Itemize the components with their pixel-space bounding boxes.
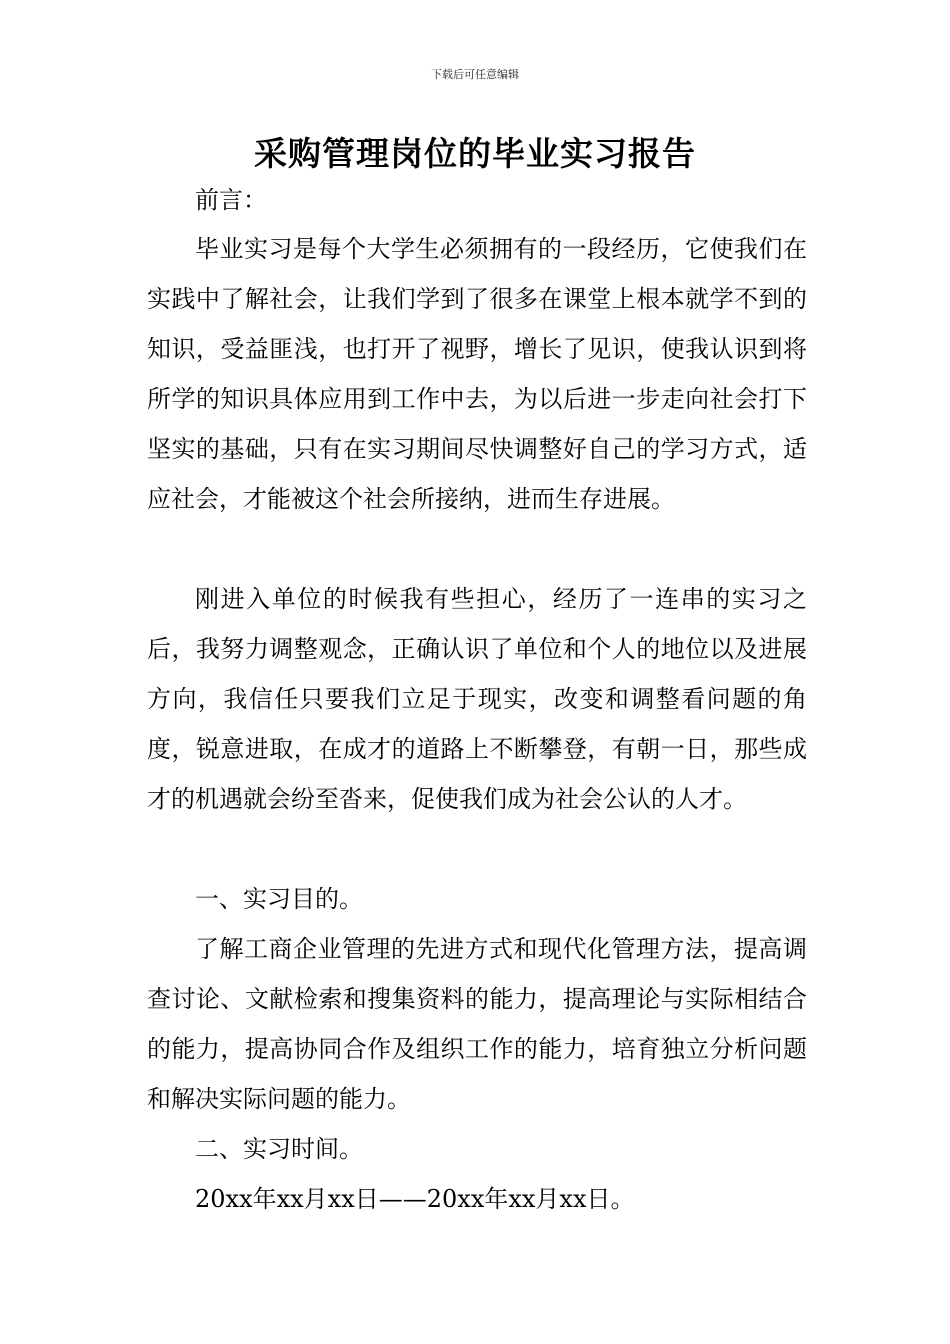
section2-text: 20xx年xx月xx日——20xx年xx月xx日。 (195, 1185, 635, 1213)
document-title: 采购管理岗位的毕业实习报告 (254, 134, 696, 173)
preface-paragraph-1 (147, 224, 807, 524)
section1-paragraph (147, 924, 807, 1124)
preface-paragraph-2 (147, 574, 807, 824)
preface-label: 前言： (195, 186, 267, 214)
section1-heading-block (147, 874, 807, 924)
paragraph-text: 了解工商企业管理的先进方式和现代化管理方法，提高调查讨论、文献检索和搜集资料的能力，提高理论与实际相结合的能力，提高协同合作及组织工作的能力，培育独立分析问题和解决实际问题的能力。 (147, 935, 807, 1113)
preface-label-block (147, 175, 807, 225)
section2-paragraph (147, 1174, 807, 1224)
paragraph-text: 刚进入单位的时候我有些担心，经历了一连串的实习之后，我努力调整观念，正确认识了单位和个人的地位以及进展方向，我信任只要我们立足于现实，改变和调整看问题的角度，锐意进取，在成才的道路上不断攀登，有朝一日，那些成才的机遇就会纷至沓来，促使我们成为社会公认的人才。 (147, 585, 807, 813)
section2-heading-block (147, 1124, 807, 1174)
header-note: 下载后可任意编辑 (431, 68, 519, 81)
section1-heading: 一、实习目的。 (195, 885, 363, 913)
section2-heading: 二、实习时间。 (195, 1135, 363, 1163)
paragraph-text: 毕业实习是每个大学生必须拥有的一段经历，它使我们在实践中了解社会，让我们学到了很多在课堂上根本就学不到的知识，受益匪浅，也打开了视野，增长了见识，使我认识到将所学的知识具体应用到工作中去，为以后进一步走向社会打下坚实的基础，只有在实习期间尽快调整好自己的学习方式，适应社会，才能被这个社会所接纳，进而生存进展。 (147, 235, 807, 513)
